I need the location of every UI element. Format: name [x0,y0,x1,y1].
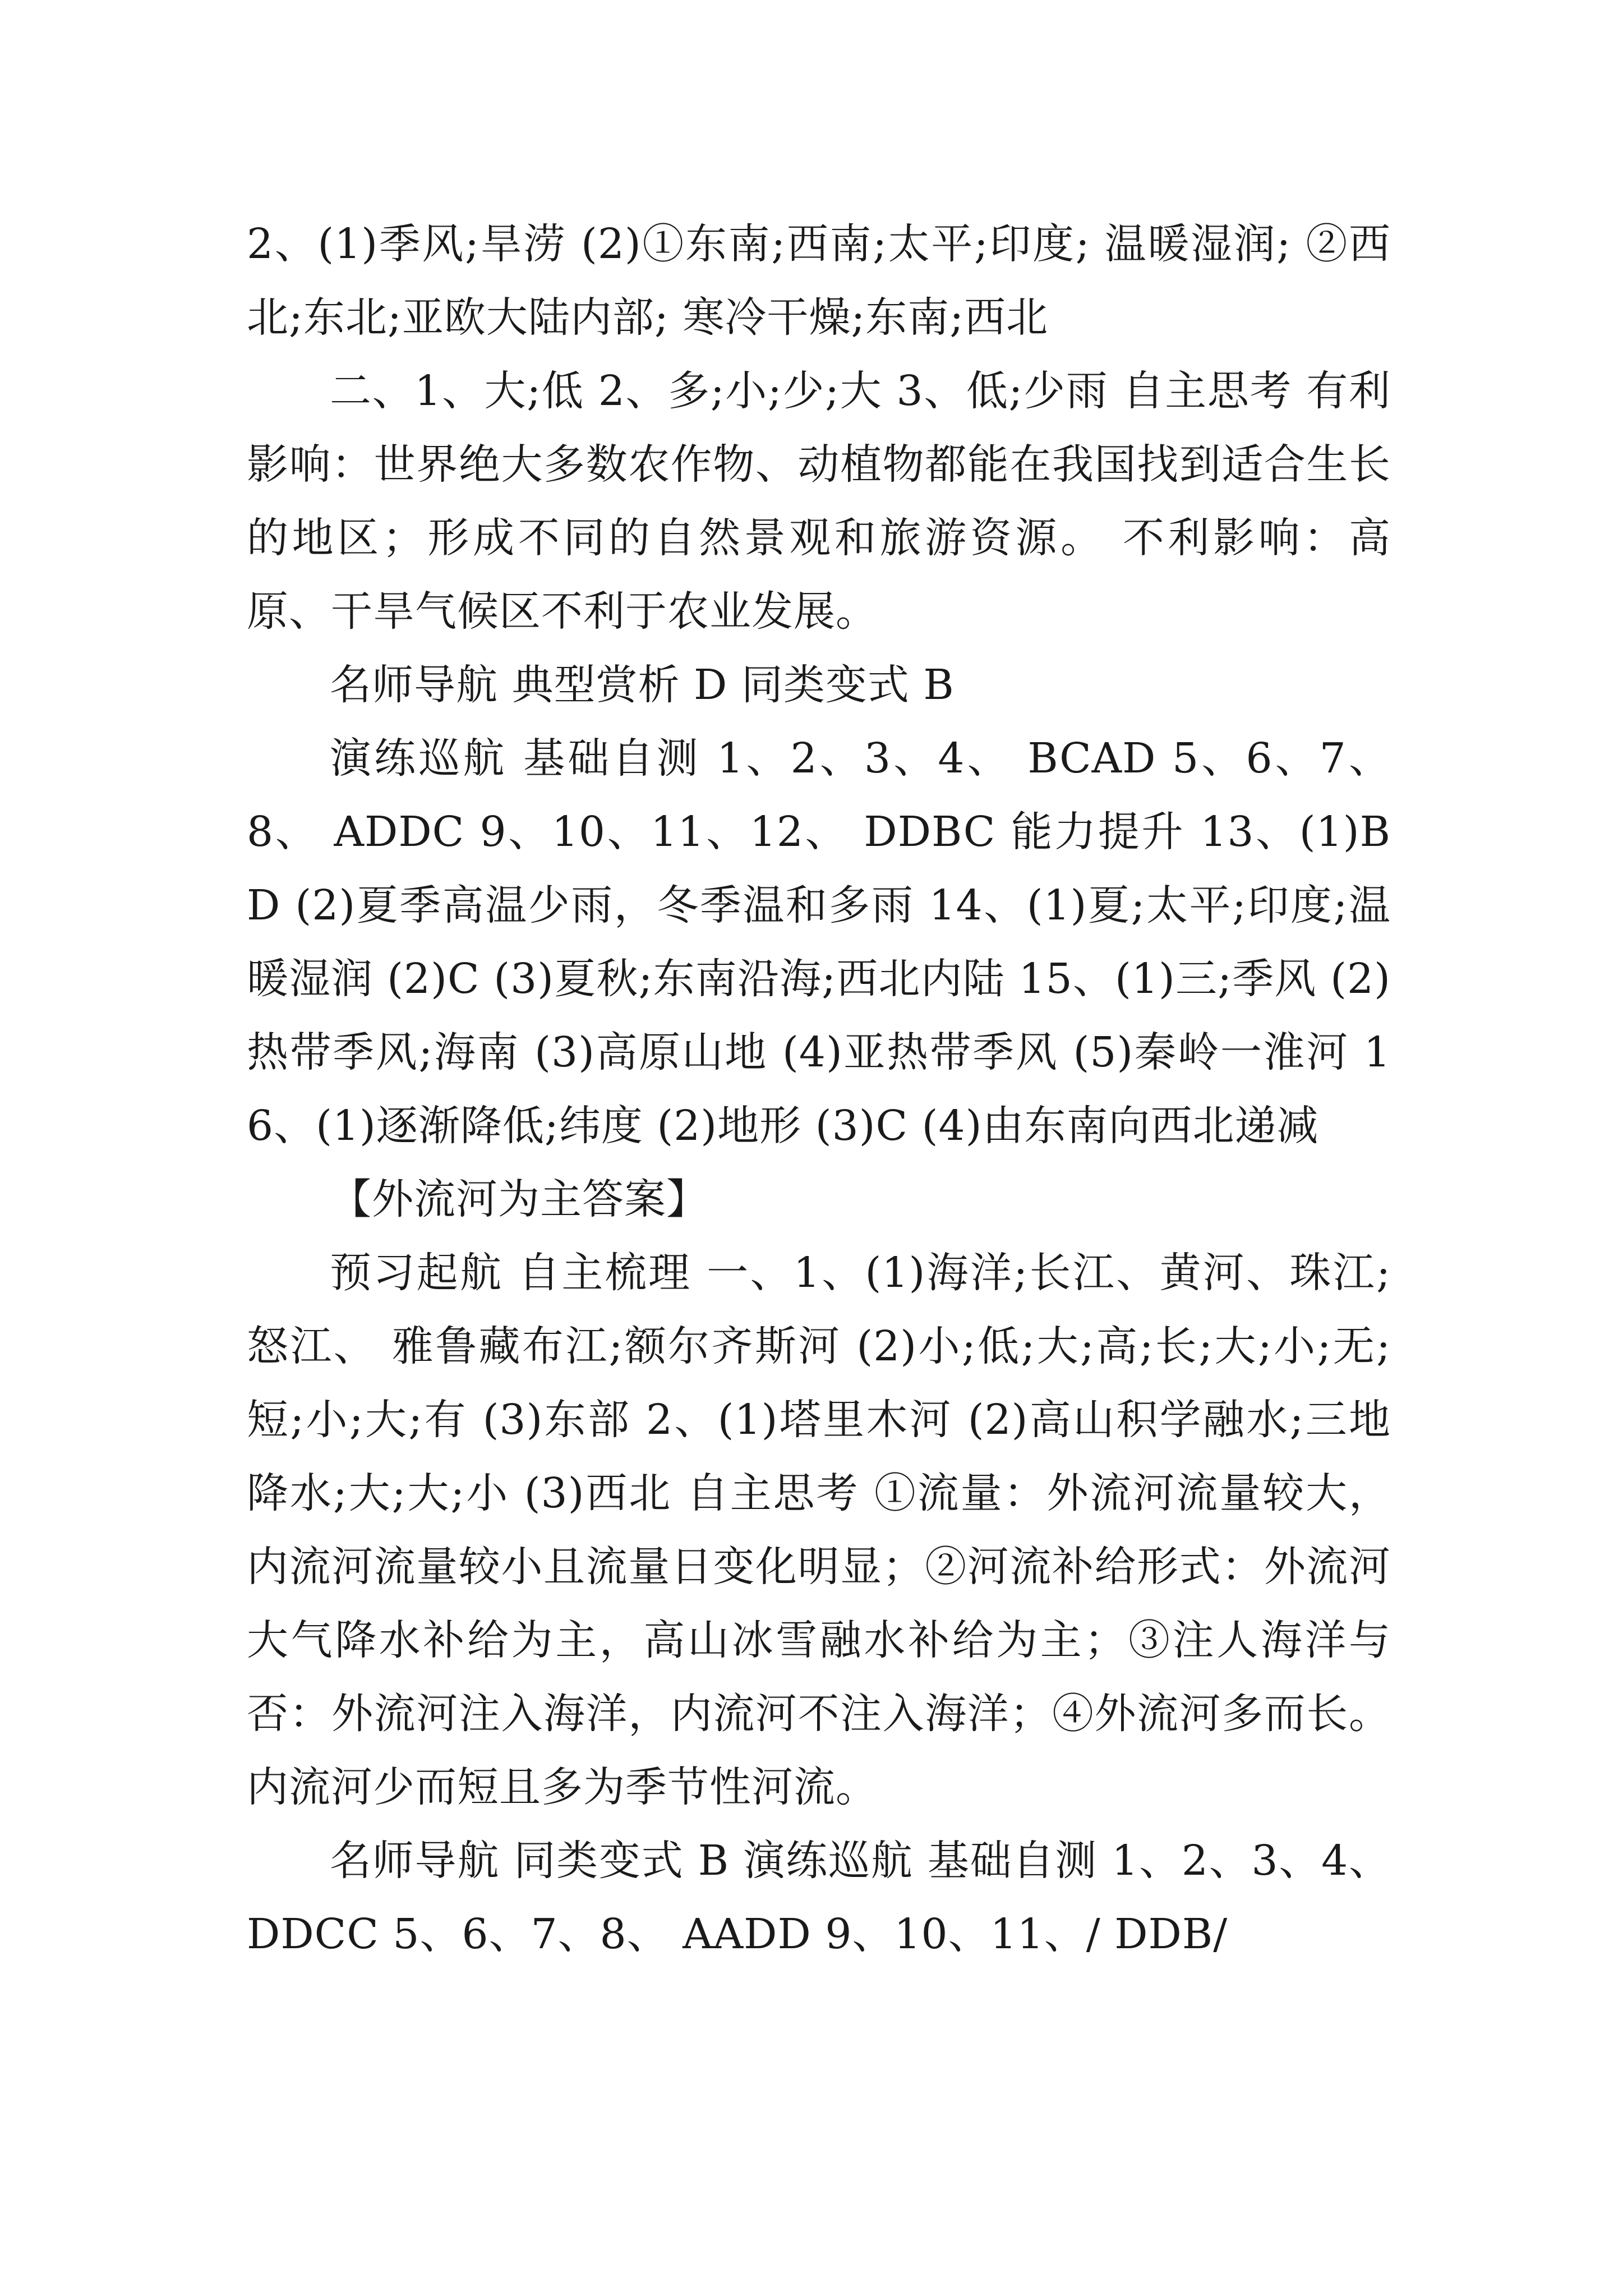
paragraph-climate-answers: 2、(1)季风;旱涝 (2)①东南;西南;太平;印度; 温暖湿润; ②西北;东北;亚欧大陆内部; 寒冷干燥;东南;西北 [247,220,1391,342]
answer-text-body [247,208,1391,1971]
paragraph-preview-answers: 预习起航 自主梳理 一、1、(1)海洋;长江、黄河、珠江;怒江、 雅鲁藏布江;额尔齐斯河 (2)小;低;大;高;长;大;小;无; 短;小;大;有 (3)东部 2、(1)塔里木河 (2)高山积学融水;三地降水;大;大;小 (3)西北 自主思考 ①流量：外流河流量较大，内流河流量较小且流量日变化明显；②河流补给形式：外流河大气降水补给为主，高山冰雪融水补给为主；③注人海洋与否：外流河注入海洋，内流河不注入海洋；④外流河多而长。内流河少而短且多为季节性河流。 [247,1249,1391,1811]
paragraph-final-answers: 名师导航 同类变式 B 演练巡航 基础自测 1、2、3、4、 DDCC 5、6、7、8、 AADD 9、10、11、/ DDB/ [247,1837,1391,1958]
paragraph-section-two: 二、1、大;低 2、多;小;少;大 3、低;少雨 自主思考 有利影响：世界绝大多数农作物、动植物都能在我国找到适合生长的地区；形成不同的自然景观和旅游资源。 不利影响：高原、干旱气候区不利于农业发展。 [247,367,1391,636]
paragraph-practice-answers: 演练巡航 基础自测 1、2、3、4、 BCAD 5、6、7、8、 ADDC 9、10、11、12、 DDBC 能力提升 13、(1)BD (2)夏季高温少雨，冬季温和多雨 14、(1)夏;太平;印度;温暖湿润 (2)C (3)夏秋;东南沿海;西北内陆 15、(1)三;季风 (2)热带季风;海南 (3)高原山地 (4)亚热带季风 (5)秦岭一淮河 16、(1)逐渐降低;纬度 (2)地形 (3)C (4)由东南向西北递减 [247,734,1391,1150]
section-heading-outflow-rivers: 【外流河为主答案】 [330,1175,708,1223]
paragraph-teacher-guide: 名师导航 典型赏析 D 同类变式 B [330,661,955,709]
